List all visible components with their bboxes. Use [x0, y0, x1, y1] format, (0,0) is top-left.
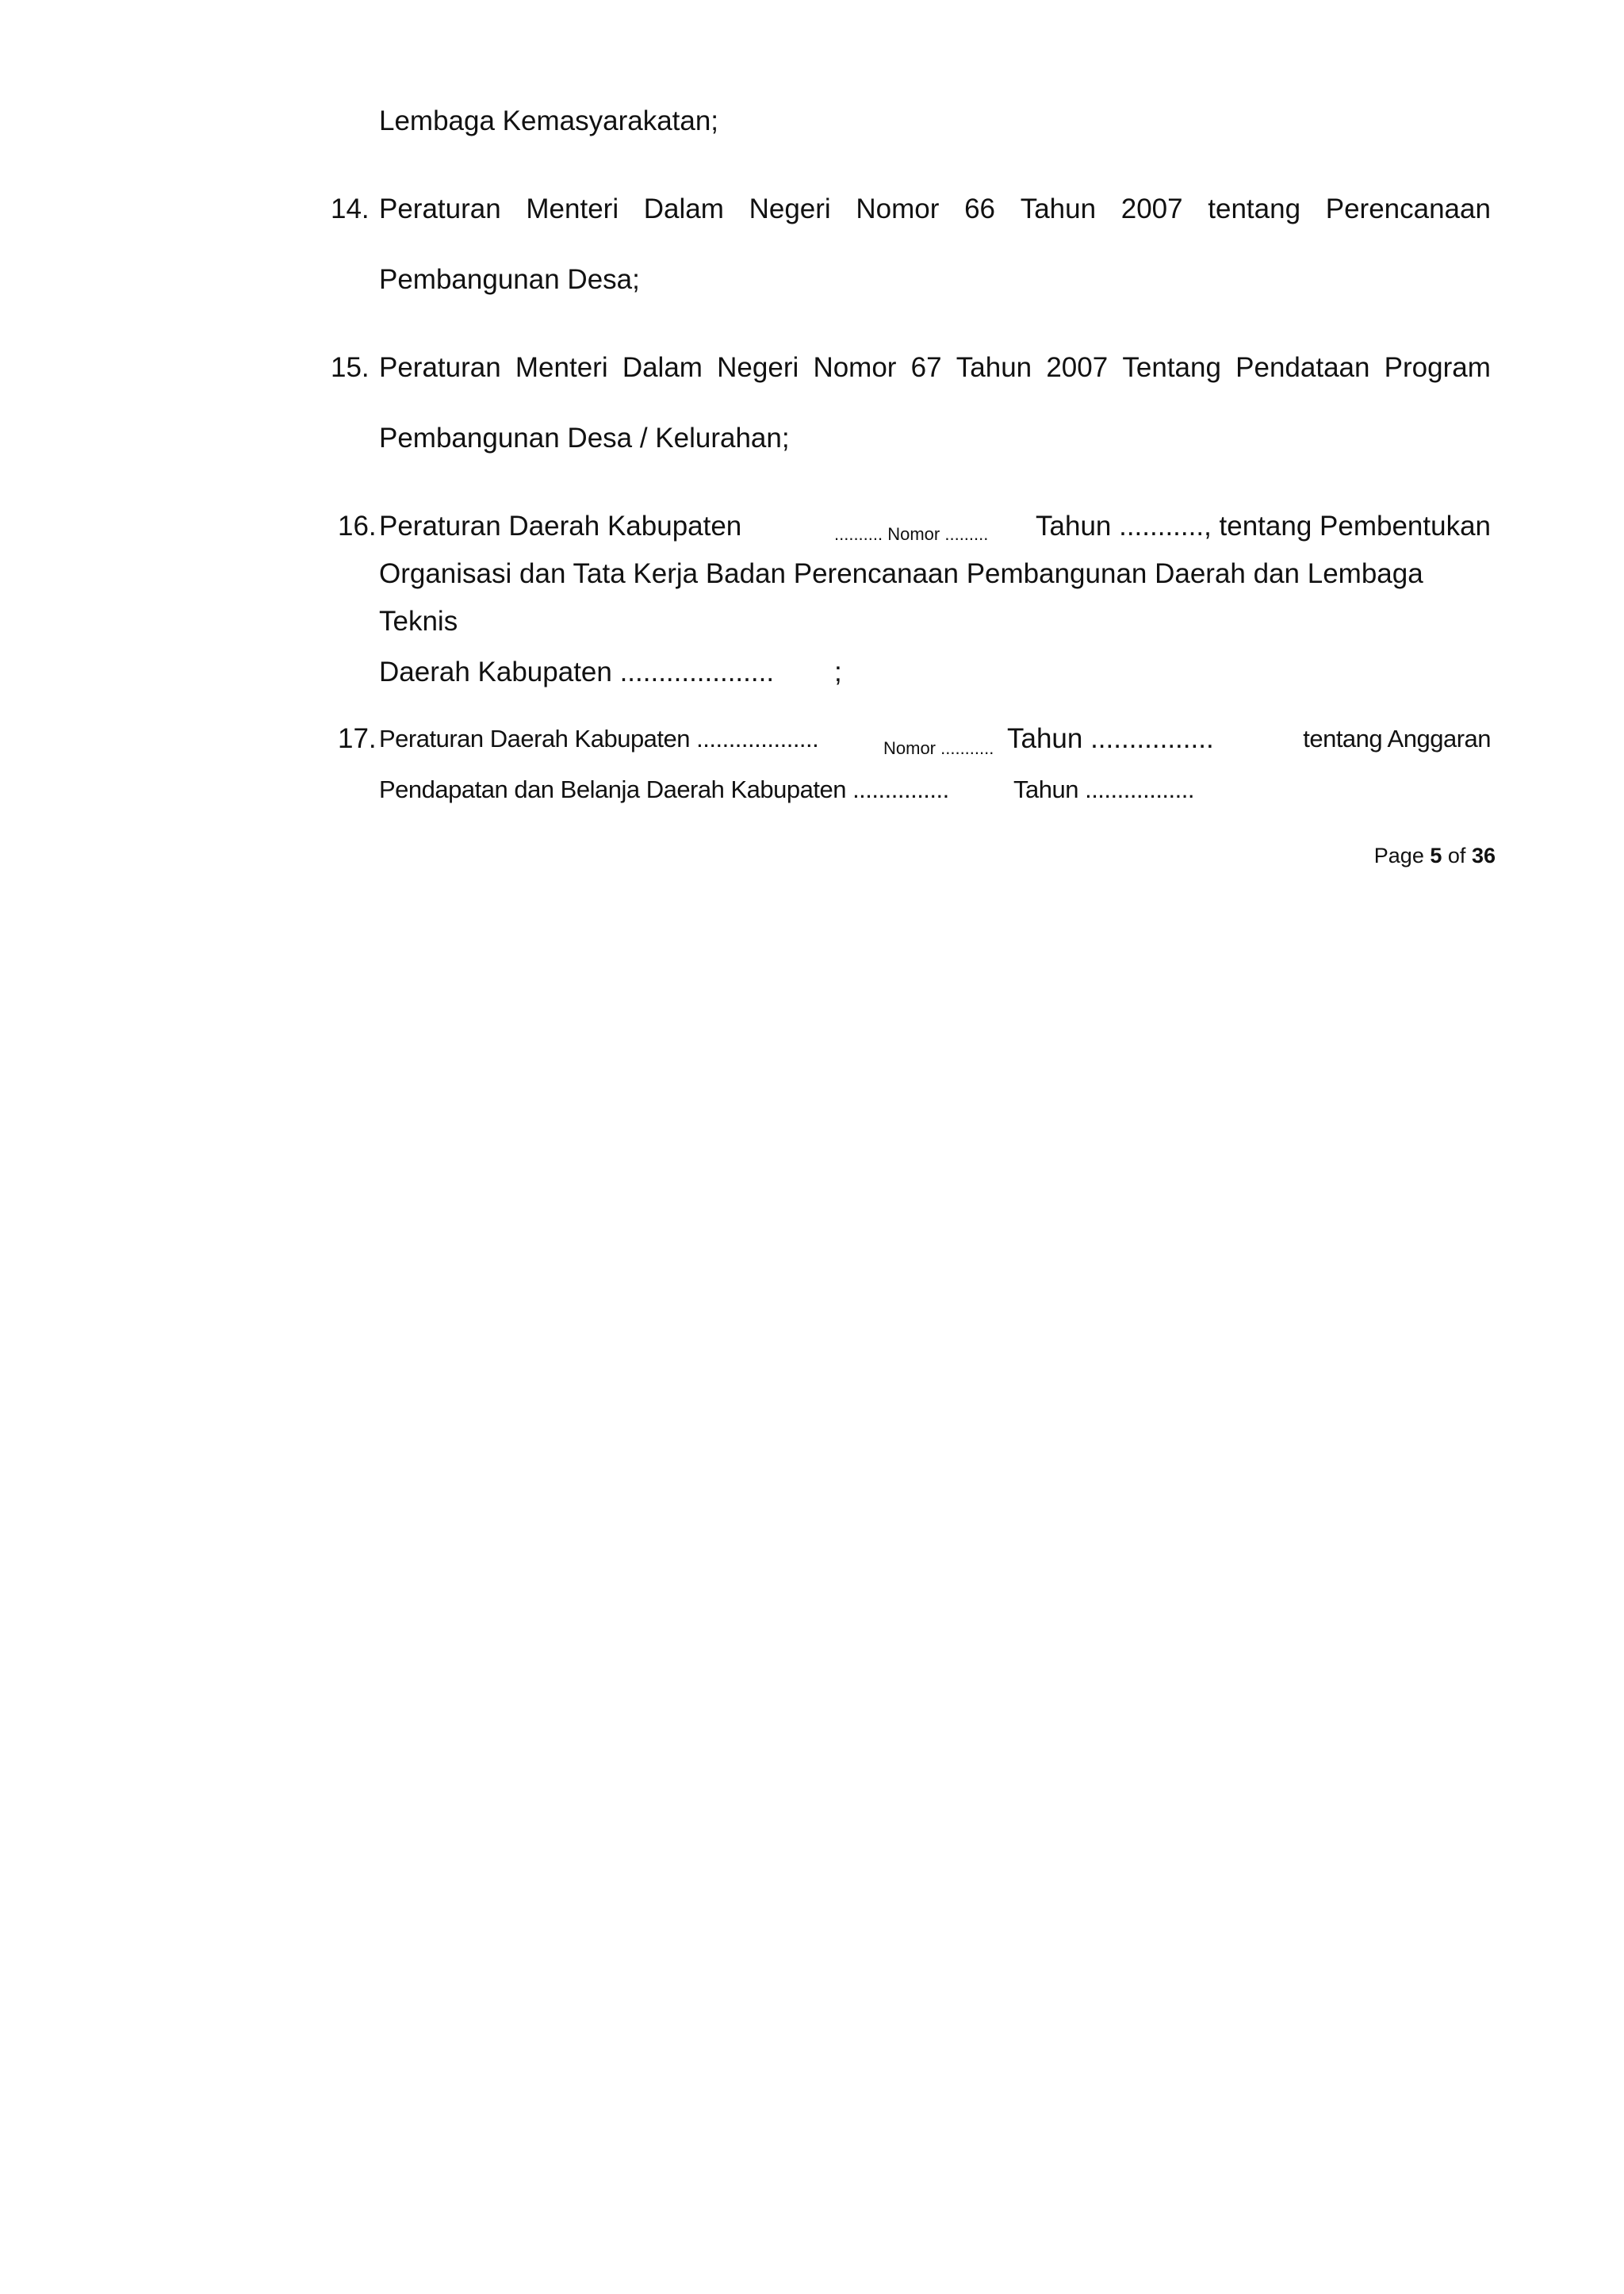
list-item-14-line2: Pembangunan Desa;	[379, 264, 640, 295]
list-item-16-text-c: Tahun ..........., tentang Pembentukan	[1036, 511, 1491, 542]
total-pages: 36	[1471, 844, 1496, 867]
word: 67	[910, 352, 942, 383]
word: 2007	[1046, 352, 1109, 383]
word: 2007	[1120, 193, 1183, 224]
current-page: 5	[1430, 844, 1442, 867]
word: Peraturan	[379, 193, 501, 224]
list-item-16-text-a: Peraturan Daerah Kabupaten	[379, 511, 742, 542]
list-item-14-line1	[379, 192, 1491, 227]
list-item-16-semicolon: ;	[834, 657, 842, 687]
list-item-16-line2: Organisasi dan Tata Kerja Badan Perencanaan Pembangunan Daerah dan Lembaga	[379, 558, 1423, 589]
word: Program	[1384, 352, 1491, 383]
list-item-17-text-a: Peraturan Daerah Kabupaten ...................	[379, 725, 819, 753]
word: Tentang	[1122, 352, 1221, 383]
word: Nomor	[856, 193, 940, 224]
list-item-13-continuation: Lembaga Kemasyarakatan;	[379, 105, 719, 136]
word: Nomor	[813, 352, 897, 383]
list-number-14: 14.	[331, 193, 370, 224]
word: Dalam	[643, 193, 724, 224]
list-item-15-line1	[379, 350, 1491, 385]
word: Peraturan	[379, 352, 501, 383]
page-word: Page	[1373, 844, 1424, 867]
of-word: of	[1447, 844, 1466, 867]
list-item-16-line3: Teknis	[379, 606, 458, 637]
word: Pendataan	[1235, 352, 1370, 383]
list-item-16-line4: Daerah Kabupaten ....................	[379, 657, 775, 687]
list-number-15: 15.	[331, 352, 370, 383]
word: Dalam	[622, 352, 703, 383]
list-item-17-nomor: Nomor ...........	[883, 738, 994, 758]
page-number-footer	[1374, 841, 1496, 870]
word: Tahun	[956, 352, 1032, 383]
word: Menteri	[515, 352, 608, 383]
list-item-15-line2: Pembangunan Desa / Kelurahan;	[379, 423, 790, 454]
word: Menteri	[526, 193, 619, 224]
word: tentang	[1208, 193, 1301, 224]
word: 66	[964, 193, 996, 224]
list-item-16-nomor: .......... Nomor .........	[834, 524, 989, 544]
list-item-17-tahun: Tahun ................	[1007, 723, 1214, 754]
list-item-17-line2: Pendapatan dan Belanja Daerah Kabupaten ...............	[379, 776, 949, 803]
list-item-17-text-d: tentang Anggaran	[1303, 725, 1491, 753]
word: Negeri	[749, 193, 831, 224]
word: Tahun	[1020, 193, 1097, 224]
list-item-17-line2-tahun: Tahun .................	[1013, 776, 1194, 803]
list-number-16: 16.	[338, 511, 377, 542]
word: Perencanaan	[1325, 193, 1491, 224]
word: Negeri	[717, 352, 799, 383]
list-number-17: 17.	[338, 723, 377, 754]
